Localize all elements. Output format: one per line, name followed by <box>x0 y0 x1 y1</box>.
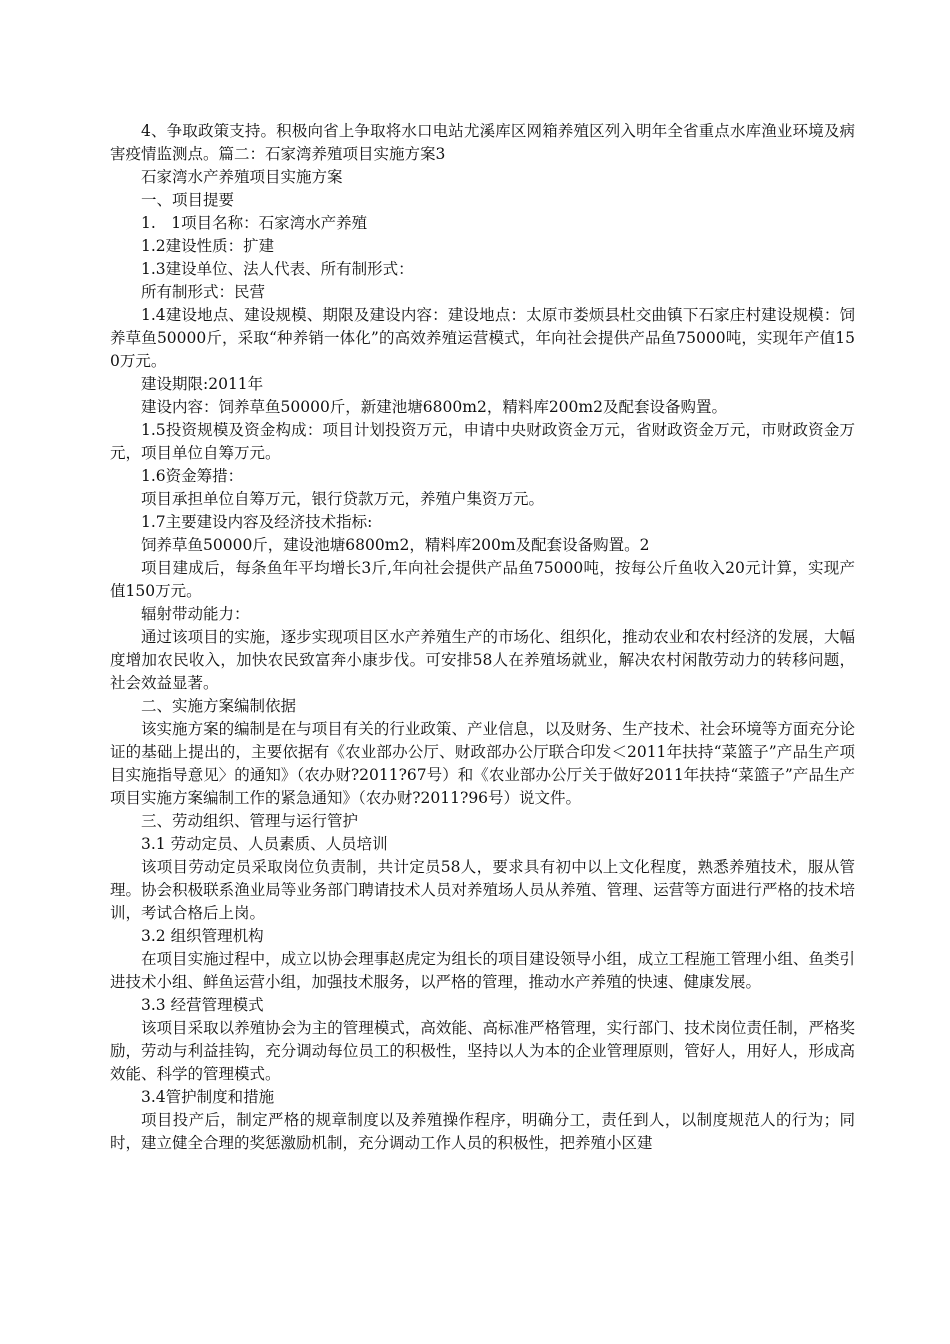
paragraph: 4、争取政策支持。积极向省上争取将水口电站尤溪库区网箱养殖区列入明年全省重点水库渔业环境及病害疫情监测点。篇二：石家湾养殖项目实施方案3 <box>110 122 855 163</box>
subsection-heading: 3.3 经营管理模式 <box>141 996 264 1014</box>
paragraph: 1.3建设单位、法人代表、所有制形式： <box>141 260 414 278</box>
paragraph: 1.6资金筹措： <box>141 467 244 485</box>
paragraph: 石家湾水产养殖项目实施方案 <box>141 168 343 186</box>
paragraph: 1.7主要建设内容及经济技术指标: <box>141 513 373 531</box>
paragraph: 项目建成后，每条鱼年平均增长3斤,年向社会提供产品鱼75000吨，按每公斤鱼收入20元计算，实现产值150万元。 <box>110 559 855 600</box>
paragraph: 建设期限:2011年 <box>141 375 264 393</box>
paragraph: 1. 1项目名称：石家湾水产养殖 <box>141 214 368 232</box>
subsection-heading: 3.1 劳动定员、人员素质、人员培训 <box>141 835 388 853</box>
document-body <box>110 120 855 1155</box>
paragraph: 项目承担单位自筹万元，银行贷款万元，养殖户集资万元。 <box>141 490 545 508</box>
section-heading: 一、项目提要 <box>141 191 235 209</box>
paragraph: 1.5投资规模及资金构成：项目计划投资万元，申请中央财政资金万元，省财政资金万元，市财政资金万元，项目单位自筹万元。 <box>110 421 855 462</box>
paragraph: 通过该项目的实施，逐步实现项目区水产养殖生产的市场化、组织化，推动农业和农村经济的发展，大幅度增加农民收入，加快农民致富奔小康步伐。可安排58人在养殖场就业，解决农村闲散劳动力的转移问题，社会效益显著。 <box>110 628 855 692</box>
paragraph: 建设内容：饲养草鱼50000斤，新建池塘6800m2，精料库200m2及配套设备购置。 <box>141 398 727 416</box>
paragraph: 1.2建设性质：扩建 <box>141 237 275 255</box>
paragraph: 所有制形式：民营 <box>141 283 266 301</box>
subsection-heading: 3.4管护制度和措施 <box>141 1088 275 1106</box>
subsection-heading: 3.2 组织管理机构 <box>141 927 264 945</box>
section-heading: 二、实施方案编制依据 <box>141 697 297 715</box>
paragraph: 饲养草鱼50000斤，建设池塘6800m2，精料库200m及配套设备购置。2 <box>141 536 650 554</box>
paragraph: 辐射带动能力： <box>141 605 250 623</box>
paragraph: 该项目劳动定员采取岗位负责制，共计定员58人，要求具有初中以上文化程度，熟悉养殖技术，服从管理。协会积极联系渔业局等业务部门聘请技术人员对养殖场人员从养殖、管理、运营等方面进行严格的技术培训，考试合格后上岗。 <box>110 858 855 922</box>
paragraph: 项目投产后，制定严格的规章制度以及养殖操作程序，明确分工，责任到人，以制度规范人的行为；同时，建立健全合理的奖惩激励机制，充分调动工作人员的积极性，把养殖小区建 <box>110 1111 855 1152</box>
section-heading: 三、劳动组织、管理与运行管护 <box>141 812 359 830</box>
paragraph: 在项目实施过程中，成立以协会理事赵虎定为组长的项目建设领导小组，成立工程施工管理小组、鱼类引进技术小组、鲜鱼运营小组，加强技术服务，以严格的管理，推动水产养殖的快速、健康发展。 <box>110 950 855 991</box>
paragraph: 该实施方案的编制是在与项目有关的行业政策、产业信息，以及财务、生产技术、社会环境等方面充分论证的基础上提出的，主要依据有《农业部办公厅、财政部办公厅联合印发＜2011年扶持“菜篮子”产品生产项目实施指导意见〉的通知》（农办财?2011?67号）和《农业部办公厅关于做好2011年扶持“菜篮子”产品生产项目实施方案编制工作的紧急通知》（农办财?2011?96号）说文件。 <box>110 720 855 807</box>
paragraph: 1.4建设地点、建设规模、期限及建设内容：建设地点：太原市娄烦县杜交曲镇下石家庄村建设规模：饲养草鱼50000斤，采取“种养销一体化”的高效养殖运营模式，年向社会提供产品鱼75000吨，实现年产值150万元。 <box>110 306 855 370</box>
paragraph: 该项目采取以养殖协会为主的管理模式，高效能、高标准严格管理，实行部门、技术岗位责任制，严格奖励，劳动与利益挂钩，充分调动每位员工的积极性，坚持以人为本的企业管理原则，管好人，用好人，形成高效能、科学的管理模式。 <box>110 1019 855 1083</box>
